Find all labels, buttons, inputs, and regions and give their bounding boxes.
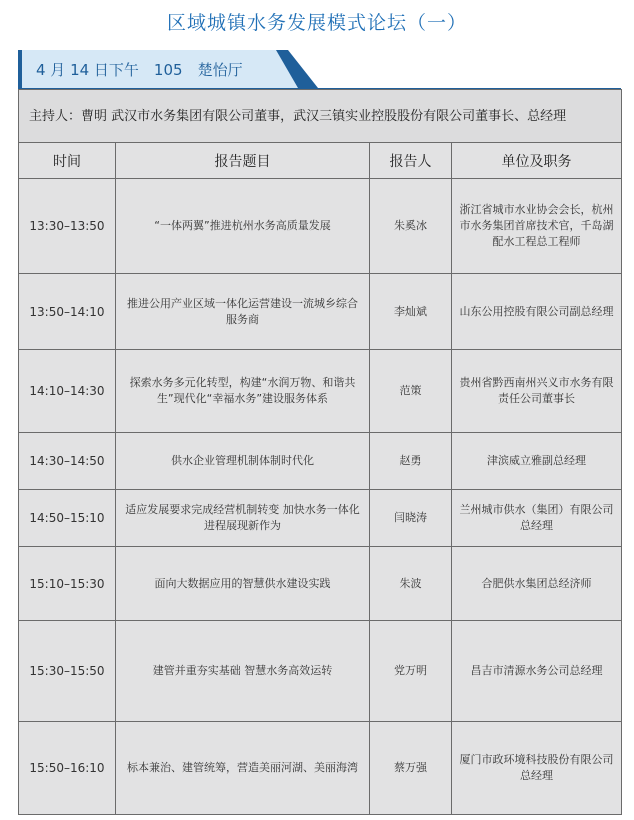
topic-cell: 建管并重夯实基础 智慧水务高效运转 — [116, 621, 370, 722]
header-row — [19, 143, 622, 179]
org-cell: 厦门市政环境科技股份有限公司总经理 — [452, 722, 622, 815]
time-cell: 13:30–13:50 — [19, 179, 116, 274]
topic-cell: 推进公用产业区域一体化运营建设一流城乡综合服务商 — [116, 274, 370, 350]
org-cell: 合肥供水集团总经济师 — [452, 547, 622, 621]
table-row — [19, 722, 622, 815]
table-row — [19, 490, 622, 547]
page-title: 区域城镇水务发展模式论坛（一） — [166, 12, 467, 34]
header-org: 单位及职务 — [452, 143, 622, 179]
topic-cell: 面向大数据应用的智慧供水建设实践 — [116, 547, 370, 621]
topic-cell: 适应发展要求完成经营机制转变 加快水务一体化进程展现新作为 — [116, 490, 370, 547]
table-row — [19, 621, 622, 722]
org-cell: 兰州城市供水（集团）有限公司总经理 — [452, 490, 622, 547]
table-row — [19, 350, 622, 433]
table-row — [19, 547, 622, 621]
host-cell: 主持人：曹明 武汉市水务集团有限公司董事，武汉三镇实业控股股份有限公司董事长、总经理 — [19, 90, 622, 143]
org-cell: 昌吉市清源水务公司总经理 — [452, 621, 622, 722]
time-cell: 13:50–14:10 — [19, 274, 116, 350]
time-cell: 14:10–14:30 — [19, 350, 116, 433]
table-row — [19, 179, 622, 274]
time-cell: 15:30–15:50 — [19, 621, 116, 722]
org-cell: 山东公用控股有限公司副总经理 — [452, 274, 622, 350]
time-cell: 14:50–15:10 — [19, 490, 116, 547]
time-cell: 15:50–16:10 — [19, 722, 116, 815]
topic-cell: 标本兼治、建管统筹，营造美丽河湖、美丽海湾 — [116, 722, 370, 815]
session-label: 4 月 14 日下午 105 楚怡厅 — [36, 61, 243, 79]
session-tab — [18, 50, 276, 88]
schedule-table — [18, 89, 622, 815]
header-time: 时间 — [19, 143, 116, 179]
table-row — [19, 433, 622, 490]
time-cell: 14:30–14:50 — [19, 433, 116, 490]
org-cell: 津滨威立雅副总经理 — [452, 433, 622, 490]
speaker-cell: 朱波 — [370, 547, 452, 621]
org-cell: 贵州省黔西南州兴义市水务有限责任公司董事长 — [452, 350, 622, 433]
header-topic: 报告题目 — [116, 143, 370, 179]
speaker-cell: 李灿斌 — [370, 274, 452, 350]
session-bar — [18, 50, 621, 89]
speaker-cell: 范策 — [370, 350, 452, 433]
topic-cell: “一体两翼”推进杭州水务高质量发展 — [116, 179, 370, 274]
speaker-cell: 朱奚冰 — [370, 179, 452, 274]
table-row — [19, 274, 622, 350]
speaker-cell: 赵勇 — [370, 433, 452, 490]
org-cell: 浙江省城市水业协会会长，杭州市水务集团首席技术官，千岛湖配水工程总工程师 — [452, 179, 622, 274]
topic-cell: 供水企业管理机制体制时代化 — [116, 433, 370, 490]
host-row — [19, 90, 622, 143]
header-speaker: 报告人 — [370, 143, 452, 179]
session-tab-slant — [268, 50, 318, 88]
speaker-cell: 闫晓涛 — [370, 490, 452, 547]
speaker-cell: 蔡万强 — [370, 722, 452, 815]
time-cell: 15:10–15:30 — [19, 547, 116, 621]
speaker-cell: 党万明 — [370, 621, 452, 722]
topic-cell: 探索水务多元化转型，构建“水润万物、和谐共生”现代化“幸福水务”建设服务体系 — [116, 350, 370, 433]
